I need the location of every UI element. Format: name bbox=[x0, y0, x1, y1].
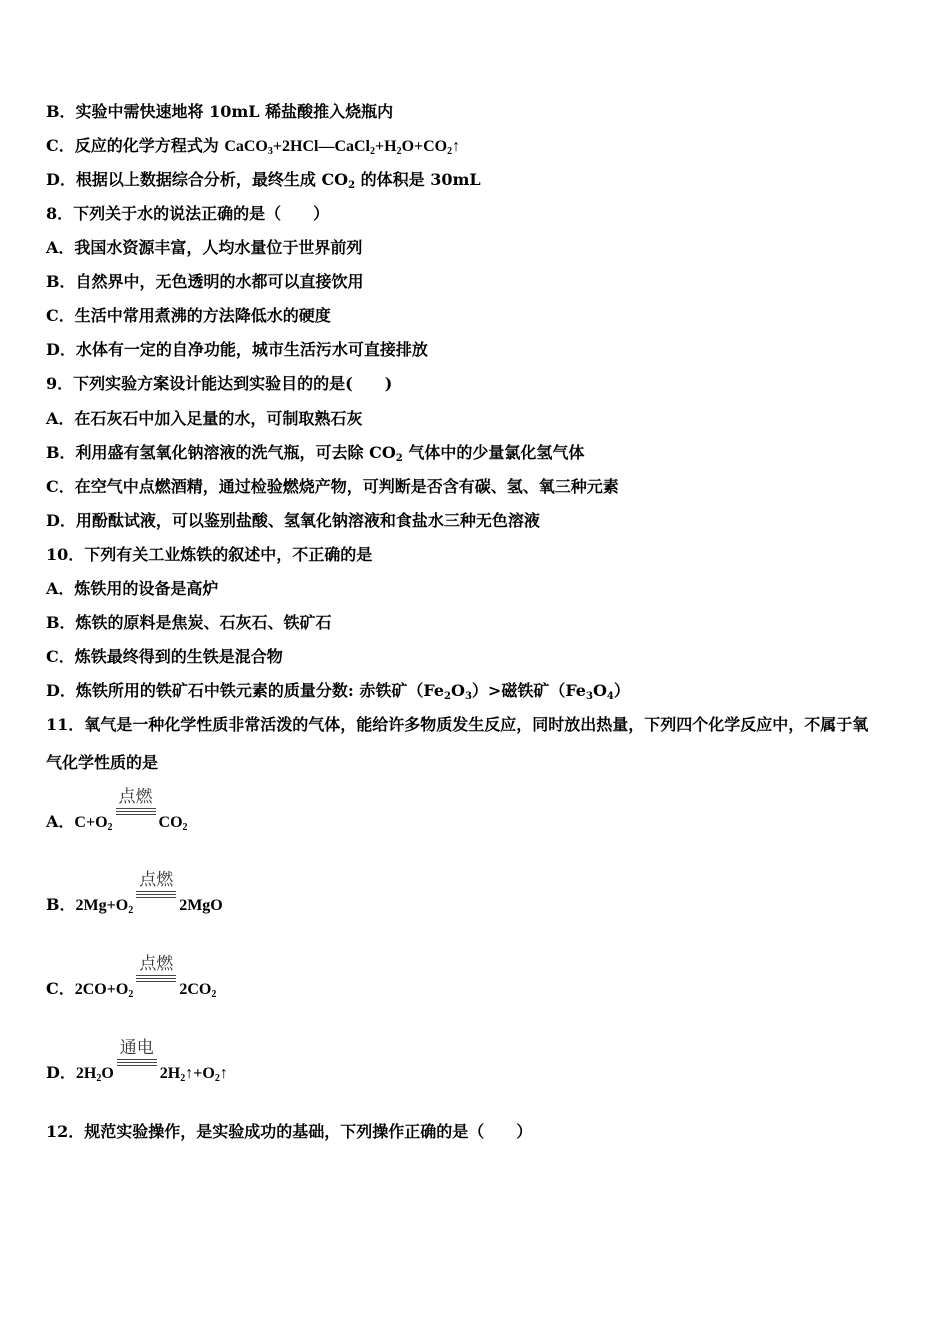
q7-option-b: B．实验中需快速地将 10mL 稀盐酸推入烧瓶内 bbox=[46, 102, 394, 121]
q11-option-d: D．$2H_2O$ 通电 $2H_2↑+O_2↑$ bbox=[46, 1038, 228, 1084]
q8-option-b: B．自然界中，无色透明的水都可以直接饮用 bbox=[46, 272, 364, 291]
q9-option-a: A．在石灰石中加入足量的水，可制取熟石灰 bbox=[46, 409, 363, 428]
q10-option-b: B．炼铁的原料是焦炭、石灰石、铁矿石 bbox=[46, 613, 332, 632]
q10-option-c: C．炼铁最终得到的生铁是混合物 bbox=[46, 647, 283, 666]
q8-option-a: A．我国水资源丰富，人均水量位于世界前列 bbox=[46, 238, 363, 257]
reaction-condition-arrow: 通电 bbox=[117, 1064, 157, 1084]
q9-option-c: C．在空气中点燃酒精，通过检验燃烧产物，可判断是否含有碳、氢、氧三种元素 bbox=[46, 477, 619, 496]
q12-stem: 12．规范实验操作，是实验成功的基础，下列操作正确的是（ ） bbox=[46, 1122, 533, 1141]
q9-option-d: D．用酚酞试液，可以鉴别盐酸、氢氧化钠溶液和食盐水三种无色溶液 bbox=[46, 511, 540, 530]
q7-option-c-equation: $CaCO_3+2HCl—CaCl_2+H_2O+CO_2↑$ bbox=[224, 138, 461, 157]
q10-option-d: D．炼铁所用的铁矿石中铁元素的质量分数: 赤铁矿$(Fe_2O_3)>$磁铁矿$(Fe_3O_4)$ bbox=[46, 681, 630, 702]
q8-option-d: D．水体有一定的自净功能，城市生活污水可直接排放 bbox=[46, 340, 428, 359]
q9-stem: 9．下列实验方案设计能达到实验目的的是( ) bbox=[46, 374, 393, 393]
q7-option-c-text: C．反应的化学方程式为 bbox=[46, 136, 225, 155]
q8-option-c: C．生活中常用煮沸的方法降低水的硬度 bbox=[46, 306, 331, 325]
q11-stem-line1: 11．氧气是一种化学性质非常活泼的气体，能给许多物质发生反应，同时放出热量，下列四个化学反应中，不属于氧 bbox=[46, 715, 869, 734]
q11-option-b: B．$2Mg+O_2$ 点燃 2MgO bbox=[46, 870, 223, 916]
q10-stem: 10．下列有关工业炼铁的叙述中，不正确的是 bbox=[46, 545, 373, 564]
q11-option-a: A．$C+O_2$ 点燃 $CO_2$ bbox=[46, 787, 188, 833]
q11-option-c: C．$2CO+O_2$ 点燃 $2CO_2$ bbox=[46, 954, 217, 1000]
q9-option-b: B．利用盛有氢氧化钠溶液的洗气瓶，可去除 $CO_2$ 气体中的少量氯化氢气体 bbox=[46, 443, 585, 464]
q7-option-c bbox=[46, 136, 460, 157]
q7-option-d: D．根据以上数据综合分析，最终生成 $CO_2$ 的体积是 30mL bbox=[46, 170, 481, 191]
reaction-condition-arrow: 点燃 bbox=[136, 980, 176, 1000]
reaction-condition-arrow: 点燃 bbox=[116, 813, 156, 833]
q8-stem: 8．下列关于水的说法正确的是（ ） bbox=[46, 204, 330, 223]
q11-stem-line2: 气化学性质的是 bbox=[46, 753, 159, 772]
reaction-condition-arrow: 点燃 bbox=[136, 896, 176, 916]
q10-option-a: A．炼铁用的设备是高炉 bbox=[46, 579, 219, 598]
